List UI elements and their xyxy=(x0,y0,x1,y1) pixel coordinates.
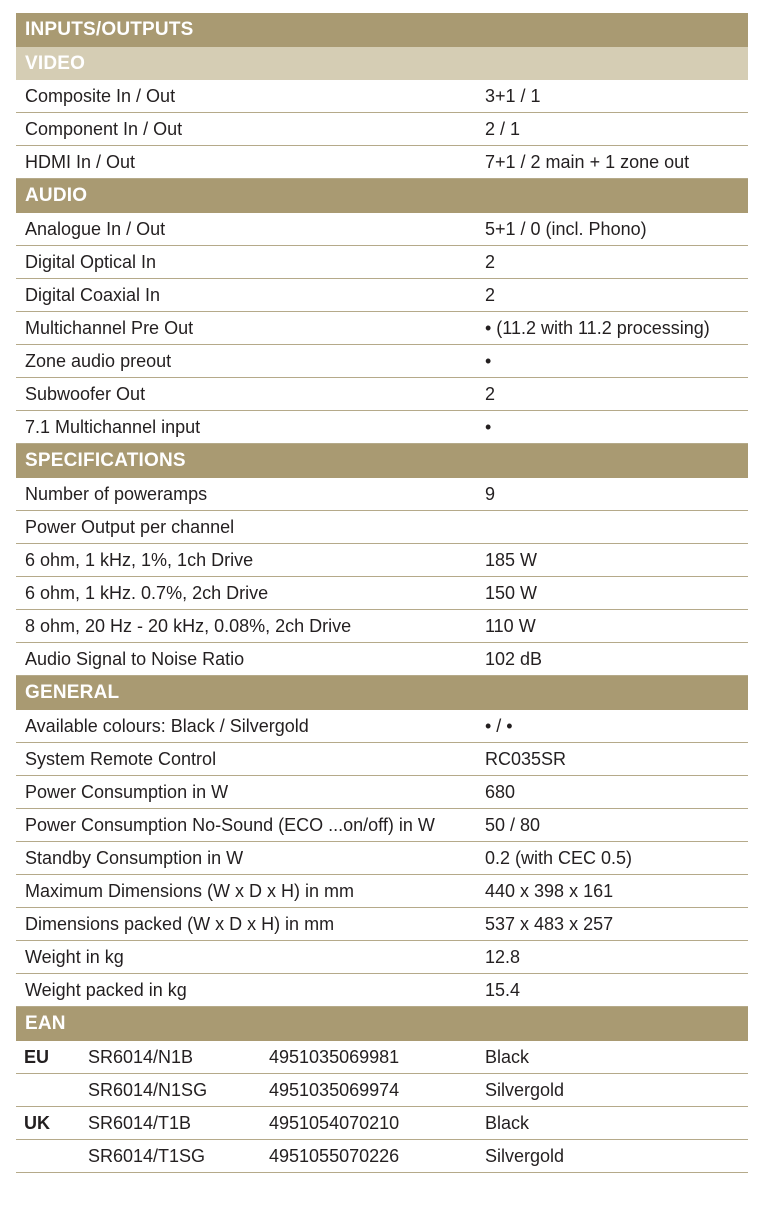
spec-label: Digital Optical In xyxy=(25,252,157,272)
spec-row xyxy=(16,213,748,246)
spec-value: 50 / 80 xyxy=(485,815,541,835)
spec-row xyxy=(16,478,748,511)
ean-model: SR6014/T1SG xyxy=(88,1146,206,1166)
ean-color: Black xyxy=(485,1113,530,1133)
spec-row xyxy=(16,378,748,411)
spec-row xyxy=(16,279,748,312)
spec-value: 9 xyxy=(485,484,496,504)
spec-label: Standby Consumption in W xyxy=(25,848,244,868)
spec-value: 537 x 483 x 257 xyxy=(485,914,614,934)
section-header-ean: EAN xyxy=(16,1007,748,1041)
spec-row xyxy=(16,610,748,643)
spec-value: 110 W xyxy=(485,616,536,636)
spec-value: • xyxy=(485,417,492,437)
section-header-general: GENERAL xyxy=(16,676,748,710)
spec-label: 6 ohm, 1 kHz. 0.7%, 2ch Drive xyxy=(25,583,269,603)
spec-row xyxy=(16,776,748,809)
spec-row xyxy=(16,577,748,610)
ean-code: 4951035069974 xyxy=(269,1080,400,1100)
spec-label: Zone audio preout xyxy=(25,351,172,371)
spec-value: 680 xyxy=(485,782,516,802)
ean-model: SR6014/N1SG xyxy=(88,1080,208,1100)
spec-label: Weight in kg xyxy=(25,947,124,967)
spec-label: Power Consumption in W xyxy=(25,782,229,802)
spec-value: 0.2 (with CEC 0.5) xyxy=(485,848,633,868)
spec-value: RC035SR xyxy=(485,749,567,769)
spec-value: • (11.2 with 11.2 processing) xyxy=(485,318,710,338)
spec-value: 7+1 / 2 main + 1 zone out xyxy=(485,152,690,172)
ean-row xyxy=(16,1107,748,1140)
spec-value: 5+1 / 0 (incl. Phono) xyxy=(485,219,647,239)
ean-region: EU xyxy=(24,1047,50,1067)
spec-value: 2 xyxy=(485,285,496,305)
spec-row xyxy=(16,312,748,345)
ean-code: 4951055070226 xyxy=(269,1146,400,1166)
spec-label: Subwoofer Out xyxy=(25,384,146,404)
spec-label: Component In / Out xyxy=(25,119,183,139)
spec-row xyxy=(16,842,748,875)
spec-value: 12.8 xyxy=(485,947,521,967)
spec-row xyxy=(16,246,748,279)
spec-row xyxy=(16,80,748,113)
spec-label: Power Consumption No-Sound (ECO ...on/off) in W xyxy=(25,815,435,835)
spec-label: HDMI In / Out xyxy=(25,152,136,172)
ean-region: UK xyxy=(24,1113,50,1133)
ean-color: Black xyxy=(485,1047,530,1067)
spec-table xyxy=(16,13,748,1173)
ean-color: Silvergold xyxy=(485,1146,565,1166)
ean-color: Silvergold xyxy=(485,1080,565,1100)
spec-value: 440 x 398 x 161 xyxy=(485,881,614,901)
spec-row xyxy=(16,974,748,1007)
spec-value: 15.4 xyxy=(485,980,521,1000)
ean-code: 4951035069981 xyxy=(269,1047,400,1067)
spec-value: 150 W xyxy=(485,583,538,603)
spec-row xyxy=(16,544,748,577)
spec-row xyxy=(16,743,748,776)
spec-row xyxy=(16,710,748,743)
spec-label: Analogue In / Out xyxy=(25,219,166,239)
spec-label: Audio Signal to Noise Ratio xyxy=(25,649,245,669)
section-header-audio: AUDIO xyxy=(16,179,748,213)
spec-label: Number of poweramps xyxy=(25,484,208,504)
spec-row xyxy=(16,511,748,544)
spec-row xyxy=(16,345,748,378)
spec-label: Power Output per channel xyxy=(25,517,235,537)
spec-value: • / • xyxy=(485,716,513,736)
spec-value: • xyxy=(485,351,492,371)
ean-code: 4951054070210 xyxy=(269,1113,400,1133)
spec-row xyxy=(16,941,748,974)
spec-label: Weight packed in kg xyxy=(25,980,187,1000)
spec-label: Composite In / Out xyxy=(25,86,176,106)
spec-row xyxy=(16,113,748,146)
spec-label: 7.1 Multichannel input xyxy=(25,417,201,437)
spec-label: Multichannel Pre Out xyxy=(25,318,194,338)
spec-value: 185 W xyxy=(485,550,538,570)
spec-row xyxy=(16,809,748,842)
ean-model: SR6014/N1B xyxy=(88,1047,194,1067)
spec-value: 3+1 / 1 xyxy=(485,86,541,106)
spec-label: Maximum Dimensions (W x D x H) in mm xyxy=(25,881,355,901)
spec-label: 6 ohm, 1 kHz, 1%, 1ch Drive xyxy=(25,550,254,570)
spec-row xyxy=(16,411,748,444)
spec-label: Dimensions packed (W x D x H) in mm xyxy=(25,914,335,934)
spec-label: System Remote Control xyxy=(25,749,217,769)
ean-row xyxy=(16,1140,748,1173)
spec-row xyxy=(16,643,748,676)
ean-model: SR6014/T1B xyxy=(88,1113,192,1133)
spec-value: 102 dB xyxy=(485,649,543,669)
ean-row xyxy=(16,1074,748,1107)
section-header-inputs-outputs: INPUTS/OUTPUTS xyxy=(16,13,748,47)
spec-row xyxy=(16,146,748,179)
spec-value: 2 xyxy=(485,252,496,272)
spec-row xyxy=(16,875,748,908)
spec-row xyxy=(16,908,748,941)
section-header-video: VIDEO xyxy=(16,47,748,80)
spec-label: Digital Coaxial In xyxy=(25,285,161,305)
section-header-specifications: SPECIFICATIONS xyxy=(16,444,748,478)
spec-label: 8 ohm, 20 Hz - 20 kHz, 0.08%, 2ch Drive xyxy=(25,616,352,636)
spec-value: 2 xyxy=(485,384,496,404)
spec-label: Available colours: Black / Silvergold xyxy=(25,716,309,736)
spec-value: 2 / 1 xyxy=(485,119,521,139)
ean-row xyxy=(16,1041,748,1074)
